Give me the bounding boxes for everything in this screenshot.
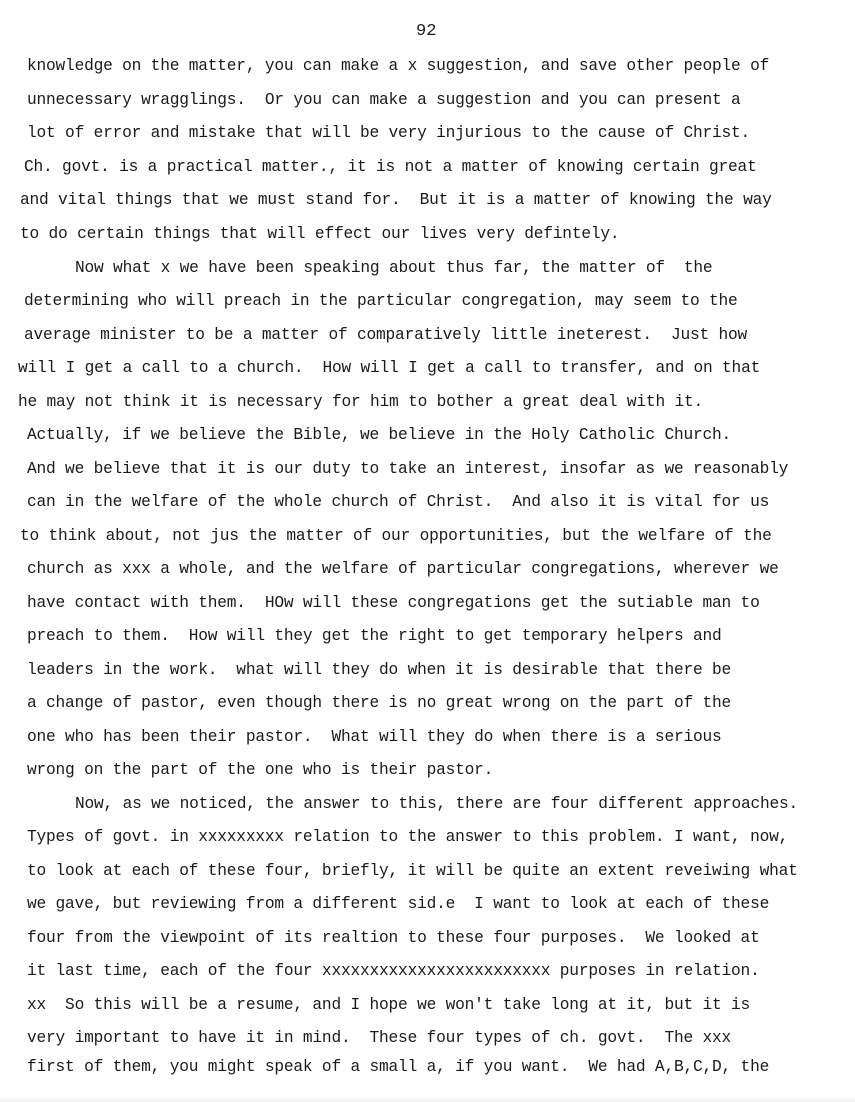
text-line: Actually, if we believe the Bible, we believe in the Holy Catholic Church.: [27, 426, 732, 444]
text-line: first of them, you might speak of a small a, if you want. We had A,B,C,D, the: [27, 1058, 770, 1076]
text-line: determining who will preach in the particular congregation, may seem to the: [24, 292, 738, 310]
text-line: Now what x we have been speaking about thus far, the matter of the: [75, 259, 713, 277]
text-line: knowledge on the matter, you can make a x suggestion, and save other people of: [27, 57, 770, 75]
text-line: to think about, not jus the matter of our opportunities, but the welfare of the: [20, 527, 772, 545]
text-line: he may not think it is necessary for him to bother a great deal with it.: [18, 393, 704, 411]
text-line: have contact with them. HOw will these congregations get the sutiable man to: [27, 594, 760, 612]
text-line: And we believe that it is our duty to take an interest, insofar as we reasonably: [27, 460, 789, 478]
text-line: and vital things that we must stand for. But it is a matter of knowing the way: [20, 191, 772, 209]
text-line: leaders in the work. what will they do when it is desirable that there be: [27, 661, 732, 679]
text-line: four from the viewpoint of its realtion to these four purposes. We looked at: [27, 929, 760, 947]
text-line: to look at each of these four, briefly, it will be quite an extent reveiwing what: [27, 862, 798, 880]
text-line: lot of error and mistake that will be very injurious to the cause of Christ.: [27, 124, 751, 142]
text-line: church as xxx a whole, and the welfare of particular congregations, wherever we: [27, 560, 779, 578]
text-line: to do certain things that will effect our lives very defintely.: [20, 225, 620, 243]
text-line: average minister to be a matter of comparatively little ineterest. Just how: [24, 326, 748, 344]
text-line: one who has been their pastor. What will they do when there is a serious: [27, 728, 722, 746]
text-line: a change of pastor, even though there is no great wrong on the part of the: [27, 694, 732, 712]
text-line: wrong on the part of the one who is their pastor.: [27, 761, 494, 779]
text-line: Now, as we noticed, the answer to this, there are four different approaches.: [75, 795, 799, 813]
text-line: it last time, each of the four xxxxxxxxxxxxxxxxxxxxxxxx purposes in relation.: [27, 962, 760, 980]
text-line: preach to them. How will they get the right to get temporary helpers and: [27, 627, 722, 645]
page-number: 92: [416, 22, 437, 41]
text-line: unnecessary wragglings. Or you can make a suggestion and you can present a: [27, 91, 741, 109]
text-line: will I get a call to a church. How will I get a call to transfer, and on that: [18, 359, 761, 377]
text-line: Types of govt. in xxxxxxxxx relation to the answer to this problem. I want, now,: [27, 828, 789, 846]
text-line: we gave, but reviewing from a different sid.e I want to look at each of these: [27, 895, 770, 913]
text-line: can in the welfare of the whole church of Christ. And also it is vital for us: [27, 493, 770, 511]
text-line: very important to have it in mind. These four types of ch. govt. The xxx: [27, 1029, 732, 1047]
text-line: Ch. govt. is a practical matter., it is not a matter of knowing certain great: [24, 158, 757, 176]
text-line: xx So this will be a resume, and I hope we won't take long at it, but it is: [27, 996, 751, 1014]
page-bottom-edge: [0, 1096, 855, 1102]
